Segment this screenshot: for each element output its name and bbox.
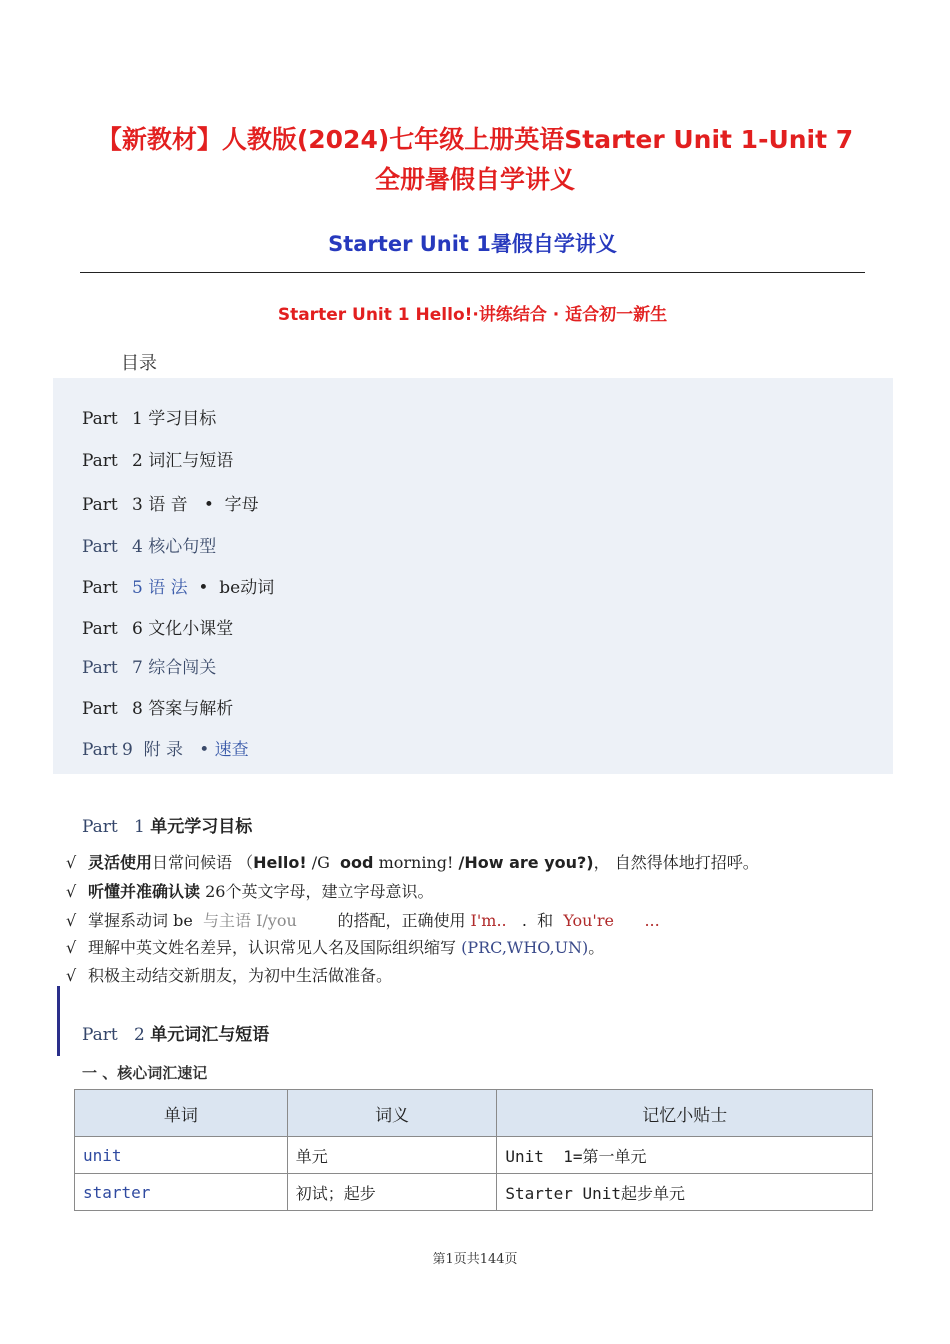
toc-item-text: 3 语 音 • 字母 — [132, 495, 259, 515]
goal-1 — [66, 850, 759, 873]
check-icon: √ — [66, 911, 77, 930]
toc-item-8[interactable] — [82, 694, 233, 719]
goal-3-d: I'm.. — [470, 911, 507, 930]
table-header: 单词 — [75, 1090, 288, 1137]
goal-2-b: 26个英文字母，建立字母意识。 — [200, 882, 434, 901]
goal-5 — [66, 963, 392, 986]
cell-meaning: 初试；起步 — [287, 1174, 497, 1211]
cell-tip: Unit 1=第一单元 — [497, 1137, 873, 1174]
goal-1-a: 灵活使用 — [88, 853, 153, 872]
toc-item-1[interactable] — [82, 404, 216, 429]
toc-item-text: 7 综合闯关 — [132, 658, 217, 678]
check-icon: √ — [66, 882, 77, 901]
goal-1-f: morning! — [373, 853, 459, 872]
toc-part-label: Part — [82, 740, 118, 760]
toc-part-label: Part — [82, 658, 118, 678]
title-line-2: 全册暑假自学讲义 — [374, 165, 575, 194]
check-icon: √ — [66, 938, 77, 957]
goal-3-f: You're — [563, 911, 614, 930]
document-title — [60, 120, 890, 200]
toc-item-4[interactable] — [82, 532, 216, 557]
goal-1-g: /How are you?) — [458, 853, 594, 872]
toc-label: 目录 — [121, 353, 157, 374]
goal-3-g: ... — [613, 911, 660, 930]
toc-item-6[interactable] — [82, 614, 233, 639]
goal-4 — [66, 935, 604, 958]
toc-part-label: Part — [82, 619, 118, 639]
check-icon: √ — [66, 853, 77, 872]
toc-part-label: Part — [82, 409, 118, 429]
goal-3-b: 与主语 I/you — [202, 911, 297, 930]
goal-3 — [66, 908, 660, 931]
toc-item-text: 9 附 录 • — [122, 740, 215, 760]
part1-label: Part 1 — [82, 817, 145, 837]
goal-3-c: 的搭配，正确使用 — [296, 911, 471, 930]
toc-item-text-suffix: • be动词 — [187, 578, 275, 598]
cell-tip: Starter Unit起步单元 — [497, 1174, 873, 1211]
cell-meaning: 单元 — [287, 1137, 497, 1174]
toc-item-text: 4 核心句型 — [132, 537, 217, 557]
toc-item-text: 8 答案与解析 — [132, 699, 234, 719]
table-row — [75, 1137, 873, 1174]
vocab-table — [74, 1089, 873, 1211]
goal-1-c: Hello! — [253, 853, 307, 872]
table-row — [75, 1174, 873, 1211]
goal-4-c: 。 — [588, 938, 605, 957]
part1-title: 单元学习目标 — [150, 817, 253, 837]
toc-part-label: Part — [82, 451, 118, 471]
divider — [80, 272, 865, 273]
toc-item-text: 5 语 法 — [132, 578, 188, 598]
toc-item-text-suffix: 速查 — [214, 740, 249, 760]
part2-heading — [82, 1020, 269, 1045]
subtitle: Starter Unit 1暑假自学讲义 — [328, 232, 617, 256]
table-header: 词义 — [287, 1090, 497, 1137]
goal-5-a: 积极主动结交新朋友，为初中生活做准备。 — [88, 966, 393, 985]
lesson-title: Starter Unit 1 Hello!·讲练结合 · 适合初一新生 — [277, 305, 668, 325]
part1-heading — [82, 812, 252, 837]
part2-title: 单元词汇与短语 — [150, 1025, 270, 1045]
goal-4-b: (PRC,WHO,UN) — [461, 938, 589, 957]
toc-part-label: Part — [82, 495, 118, 515]
title-line-1: 【新教材】人教版(2024)七年级上册英语Starter Unit 1-Unit 7 — [96, 125, 854, 154]
toc-part-label: Part — [82, 699, 118, 719]
side-accent-bar — [57, 986, 60, 1056]
goal-2 — [66, 879, 433, 902]
toc-item-3[interactable] — [82, 490, 259, 515]
page-footer: 第1页共144页 — [432, 1252, 518, 1267]
toc-item-5[interactable] — [82, 573, 274, 598]
goal-3-e: . 和 — [506, 911, 564, 930]
cell-word: starter — [75, 1174, 288, 1211]
toc-item-9[interactable] — [82, 735, 249, 760]
toc-item-text: 6 文化小课堂 — [132, 619, 234, 639]
table-header-row — [75, 1090, 873, 1137]
goal-1-e: ood — [340, 853, 374, 872]
table-header: 记忆小贴士 — [497, 1090, 873, 1137]
goal-2-a: 听懂并准确认读 — [88, 882, 201, 901]
goal-1-d: /G — [306, 853, 341, 872]
goal-4-a: 理解中英文姓名差异，认识常见人名及国际组织缩写 — [88, 938, 462, 957]
toc-item-text: 1 学习目标 — [132, 409, 217, 429]
toc-item-2[interactable] — [82, 446, 233, 471]
toc-item-text: 2 词汇与短语 — [132, 451, 234, 471]
toc-part-label: Part — [82, 578, 118, 598]
goal-1-b: 日常问候语 （ — [152, 853, 254, 872]
cell-word: unit — [75, 1137, 288, 1174]
toc-part-label: Part — [82, 537, 118, 557]
section-heading: 一 、核心词汇速记 — [82, 1064, 208, 1082]
check-icon: √ — [66, 966, 77, 985]
toc-item-7[interactable] — [82, 653, 216, 678]
goal-1-h: ， 自然得体地打招呼。 — [593, 853, 759, 872]
goal-3-a: 掌握系动词 be — [88, 911, 203, 930]
part2-label: Part 2 — [82, 1025, 145, 1045]
